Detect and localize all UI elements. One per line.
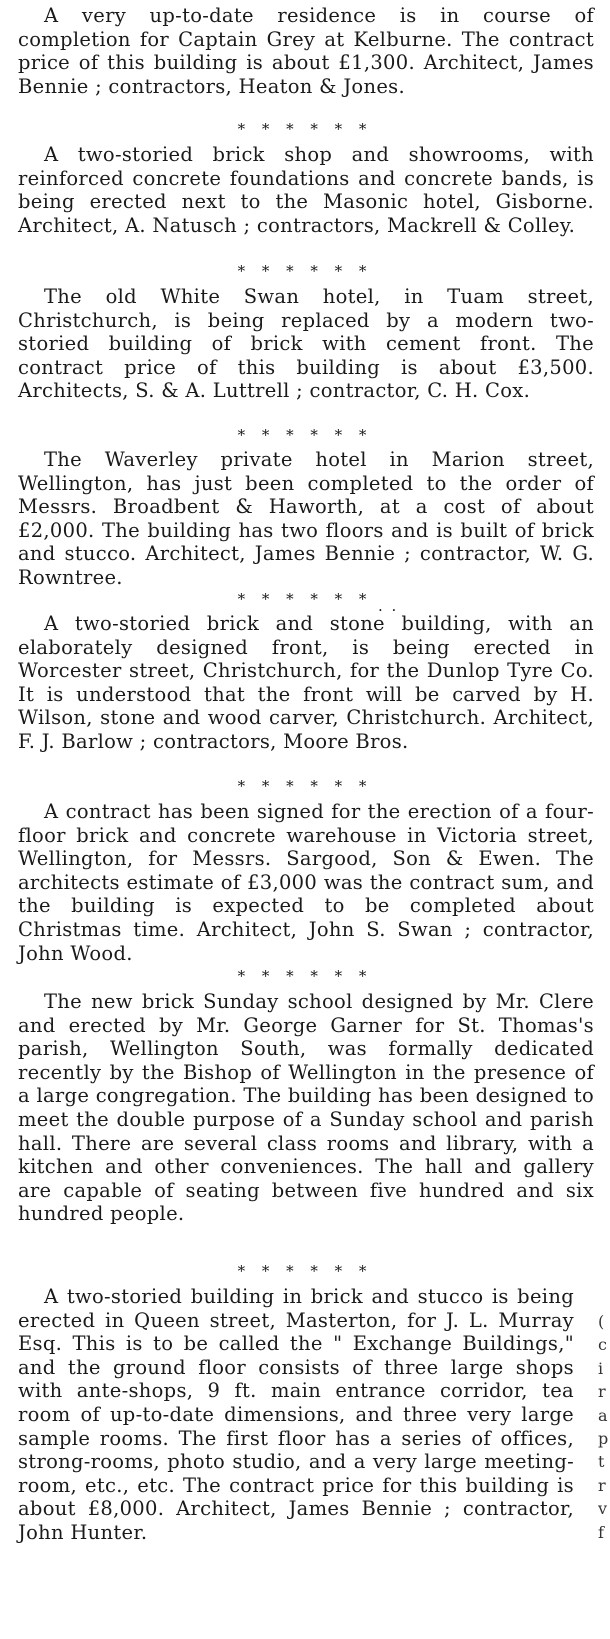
stray-dots: . . <box>378 597 399 615</box>
separator-stars: * * * * * * <box>237 120 373 138</box>
separator-stars: * * * * * * <box>237 777 373 795</box>
adjacent-column-edge: ( c i r a p t r v f <box>598 1312 609 1542</box>
separator-stars: * * * * * * <box>237 262 373 280</box>
separator-stars: * * * * * * <box>237 1262 373 1280</box>
news-item-dunlop-tyre: A two-storied brick and stone building, with an elaborately designed front, is being erected in Worcester street, Christchurch, for the Dunlop Tyre Co. It is understood that the front will be carved by H. Wilson, stone and wood carver, Christchurch. Architect, F. J. Barlow ; contractors, Moore Bros. <box>18 612 594 753</box>
separator-stars: * * * * * * <box>237 426 373 444</box>
news-item-sunday-school: The new brick Sunday school designed by Mr. Clere and erected by Mr. George Garner for St. Thomas's parish, Wellington South, was formally dedicated recently by the Bishop of Wellington in the presence of a large congregation. The building has been designed to meet the double purpose of a Sunday school and parish hall. There are several class rooms and library, with a kitchen and other conveniences. The hall and gallery are capable of seating between five hundred and six hundred people. <box>18 990 594 1226</box>
separator-stars: * * * * * * <box>237 967 373 985</box>
separator-stars: * * * * * * <box>237 590 373 608</box>
news-item-exchange-buildings: A two-storied building in brick and stucco is being erected in Queen street, Masterton, for J. L. Murray Esq. This is to be called the " Exchange Buildings," and the ground floor consists of three large shops with ante-shops, 9 ft. main entrance corridor, tea room of up-to-date dimensions, and three very large sample rooms. The first floor has a series of offices, strong-rooms, photo studio, and a very large meeting-room, etc., etc. The contract price for this building is about £8,000. Architect, James Bennie ; contractor, John Hunter. <box>18 1285 574 1544</box>
news-item-gisborne-showrooms: A two-storied brick shop and showrooms, with reinforced concrete foundations and concrete bands, is being erected next to the Masonic hotel, Gisborne. Architect, A. Natusch ; contractors, Mackrell & Colley. <box>18 143 594 237</box>
news-item-waverley-hotel: The Waverley private hotel in Marion street, Wellington, has just been completed to the order of Messrs. Broadbent & Haworth, at a cost of about £2,000. The building has two floors and is built of brick and stucco. Architect, James Bennie ; contractor, W. G. Rowntree. <box>18 448 594 589</box>
news-item-white-swan-hotel: The old White Swan hotel, in Tuam street, Christchurch, is being replaced by a modern two-storied building of brick with cement front. The contract price of this building is about £3,500. Architects, S. & A. Luttrell ; contractor, C. H. Cox. <box>18 285 594 403</box>
news-item-residence-kelburne: A very up-to-date residence is in course of completion for Captain Grey at Kelburne. The contract price of this building is about £1,300. Architect, James Bennie ; contractors, Heaton & Jones. <box>18 4 594 98</box>
news-item-sargood-warehouse: A contract has been signed for the erection of a four-floor brick and concrete warehouse in Victoria street, Wellington, for Messrs. Sargood, Son & Ewen. The architects estimate of £3,000 was the contract sum, and the building is expected to be completed about Christmas time. Architect, John S. Swan ; contractor, John Wood. <box>18 800 594 965</box>
